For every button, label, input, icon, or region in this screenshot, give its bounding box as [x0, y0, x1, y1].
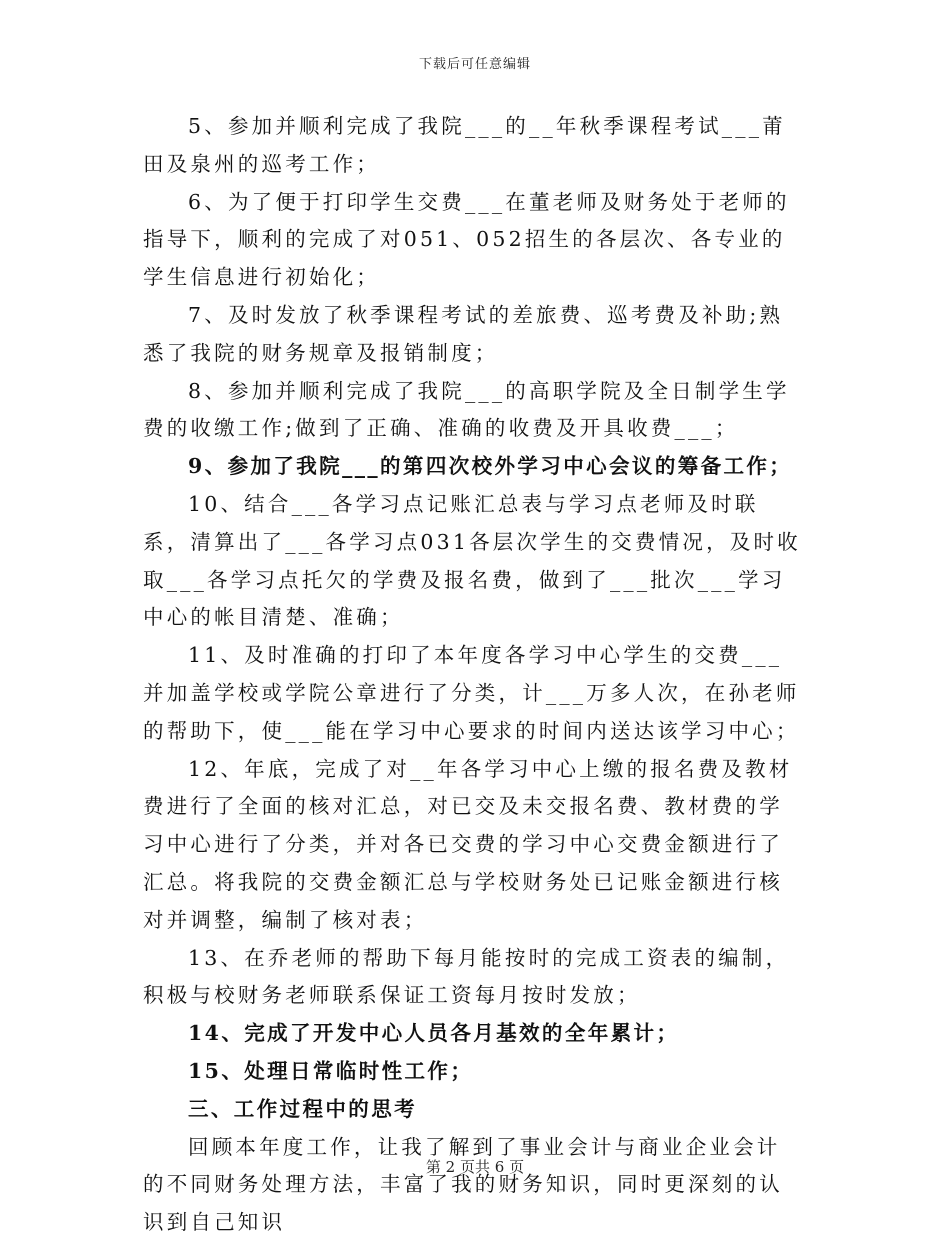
page-header: 下载后可任意编辑	[418, 57, 531, 72]
paragraph-item-9: 9、参加了我院___的第四次校外学习中心会议的筹备工作；	[188, 454, 793, 479]
paragraph-item-6: 6、为了便于打印学生交费___在董老师及财务处于老师的指导下，顺利的完成了对051、052招生的各层次、各专业的学生信息进行初始化；	[143, 189, 790, 290]
paragraph-item-11: 11、及时准确的打印了本年度各学习中心学生的交费___并加盖学校或学院公章进行了分类，计___万多人次，在孙老师的帮助下，使___能在学习中心要求的时间内送达该学习中心；	[143, 643, 800, 743]
paragraph-item-12: 12、年底，完成了对__年各学习中心上缴的报名费及教材费进行了全面的核对汇总，对已交及未交报名费、教材费的学习中心进行了分类，并对各已交费的学习中心交费金额进行了汇总。将我院的交费金额汇总与学校财务处已记账金额进行核对并调整，编制了核对表；	[143, 756, 793, 932]
paragraph-item-15: 15、处理日常临时性工作；	[188, 1058, 474, 1083]
paragraph-item-5: 5、参加并顺利完成了我院___的__年秋季课程考试___莆田及泉州的巡考工作；	[143, 114, 786, 176]
page-footer: 第 2 页共 6 页	[425, 1158, 525, 1176]
section-heading: 三、工作过程中的思考	[188, 1096, 417, 1121]
paragraph-item-13: 13、在乔老师的帮助下每月能按时的完成工资表的编制，积极与校财务老师联系保证工资每月按时发放；	[143, 945, 790, 1008]
paragraph-item-14: 14、完成了开发中心人员各月基效的全年累计；	[188, 1021, 680, 1046]
paragraph-reflection: 回顾本年度工作，让我了解到了事业会计与商业企业会计的不同财务处理方法，丰富了我的财务知识，同时更深刻的认识到自己知识	[143, 1134, 783, 1235]
paragraph-item-8: 8、参加并顺利完成了我院___的高职学院及全日制学生学费的收缴工作;做到了正确、准确的收费及开具收费___；	[143, 378, 790, 441]
paragraph-item-7: 7、及时发放了秋季课程考试的差旅费、巡考费及补助;熟悉了我院的财务规章及报销制度；	[143, 302, 784, 365]
paragraph-item-10: 10、结合___各学习点记账汇总表与学习点老师及时联系，清算出了___各学习点031各层次学生的交费情况，及时收取___各学习点托欠的学费及报名费，做到了___批次___学习中心的帐目清楚、准确；	[143, 491, 801, 630]
document-body	[143, 108, 803, 1242]
